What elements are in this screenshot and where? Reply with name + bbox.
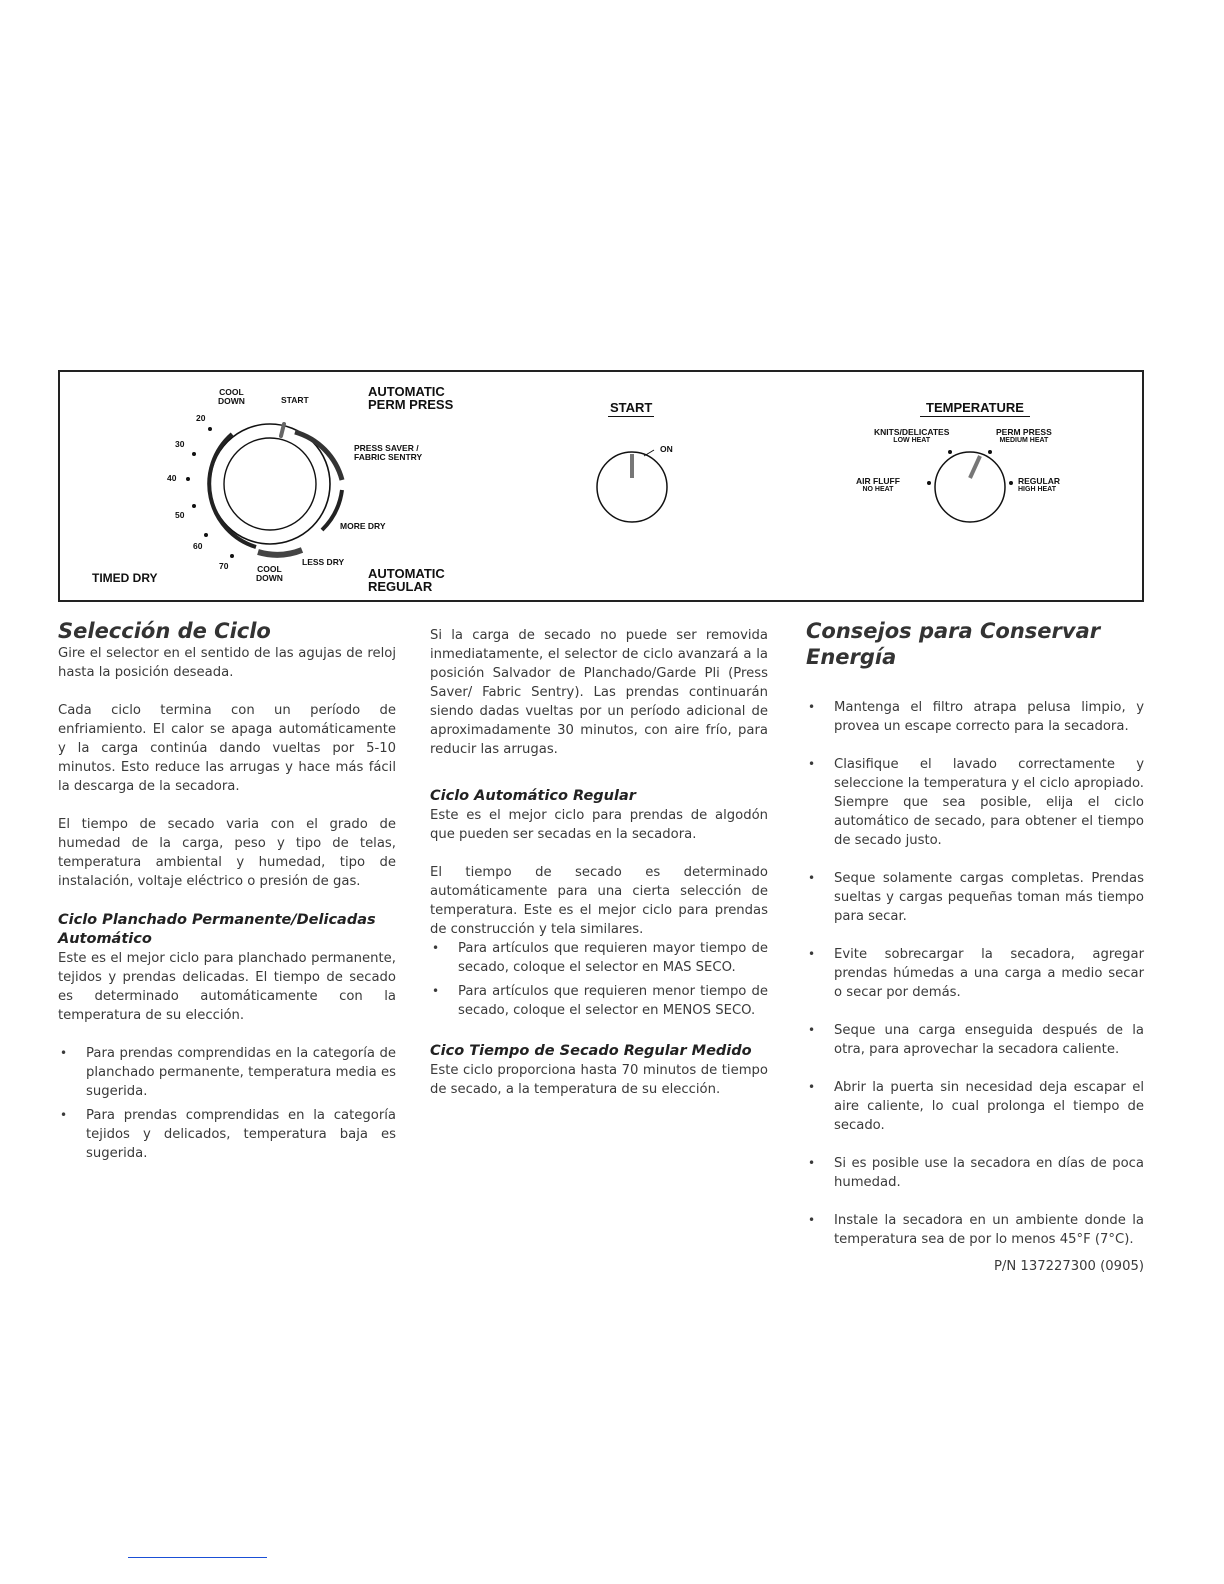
paragraph: El tiempo de secado varia con el grado de humedad de la carga, peso y tipo de telas, temperatura ambiental y humedad, tipo de instalación, voltaje eléctrico o presión de gas. (58, 817, 396, 889)
list-item: • Evite sobrecargar la secadora, agregar prendas húmedas a una carga a medio secar o secar por demás. (806, 945, 1144, 1002)
list-item: • Para artículos que requieren mayor tiempo de secado, coloque el selector en MAS SECO. (430, 939, 768, 977)
temperature-title: TEMPERATURE (920, 401, 1030, 417)
part-number: P/N 137227300 (0905) (993, 1259, 1144, 1274)
paragraph: Cada ciclo termina con un período de enfriamiento. El calor se apaga automáticamente y la carga continúa dando vueltas por 5-10 minutos. Esto reduce las arrugas y hace más fácil la descarga de la secadora. (58, 703, 396, 794)
paragraph: Este ciclo proporciona hasta 70 minutos de tiempo de secado, a la temperatura de su elección. (430, 1063, 768, 1097)
list-item: • Para artículos que requieren menor tiempo de secado, coloque el selector en MENOS SECO. (430, 982, 768, 1020)
list-item: • Instale la secadora en un ambiente donde la temperatura sea de por lo menos 45°F (7°C). (806, 1211, 1144, 1249)
control-panel-diagram (58, 370, 1144, 602)
list-item: • Seque solamente cargas completas. Prendas sueltas y cargas pequeñas toman más tiempo para secar. (806, 869, 1144, 926)
paragraph: Gire el selector en el sentido de las agujas de reloj hasta la posición deseada. (58, 646, 396, 680)
section-title-energy-tips: Consejos para Conservar Energía (806, 619, 1101, 669)
cool-down-top-label: COOL DOWN (218, 387, 245, 406)
list-item: • Para prendas comprendidas en la categoría tejidos y delicados, temperatura baja es sugerida. (58, 1106, 396, 1163)
heading-regular-cycle: Ciclo Automático Regular (430, 788, 636, 804)
regular-temp-label: REGULAR HIGH HEAT (1018, 476, 1061, 493)
bullet-list (806, 698, 1144, 1249)
start-position-label: START (281, 395, 309, 405)
start-title: START (610, 400, 653, 415)
list-item: • Abrir la puerta sin necesidad deja escapar el aire caliente, lo cual prolonga el tiempo de secado. (806, 1078, 1144, 1135)
automatic-regular-label: AUTOMATIC REGULAR (368, 566, 445, 594)
perm-press-temp-label: PERM PRESS MEDIUM HEAT (996, 427, 1052, 444)
bullet-list (430, 939, 768, 1020)
start-on-label: ON (660, 444, 673, 454)
paragraph: Este es el mejor ciclo para planchado permanente, tejidos y prendas delicadas. El tiempo de secado es determinado automáticamente con la temperatura de su elección. (58, 951, 396, 1023)
paragraph: Este es el mejor ciclo para prendas de algodón que pueden ser secadas en la secadora. (430, 808, 768, 842)
minute-60: 60 (193, 541, 203, 551)
cool-down-bottom-label: COOL DOWN (256, 564, 283, 583)
minute-20: 20 (196, 413, 206, 423)
paragraph: El tiempo de secado es determinado automáticamente para una cierta selección de temperatura. Este es el mejor ciclo para prendas de construcción y tela similares. (430, 865, 768, 937)
more-dry-label: MORE DRY (340, 521, 386, 531)
press-saver-label: PRESS SAVER / FABRIC SENTRY (354, 443, 423, 462)
list-item: • Seque una carga enseguida después de la otra, para aprovechar la secadora caliente. (806, 1021, 1144, 1059)
less-dry-label: LESS DRY (302, 557, 345, 567)
list-item: • Para prendas comprendidas en la categoría de planchado permanente, temperatura media es sugerida. (58, 1044, 396, 1101)
minute-50: 50 (175, 510, 185, 520)
column-energy-tips (806, 618, 1144, 1276)
temperature-knob[interactable] (910, 438, 1030, 538)
start-knob[interactable] (588, 442, 678, 532)
automatic-perm-press-label: AUTOMATIC PERM PRESS (368, 384, 454, 412)
heading-perm-press-cycle: Ciclo Planchado Permanente/Delicadas Automático (58, 912, 376, 947)
list-item: • Si es posible use la secadora en días de poca humedad. (806, 1154, 1144, 1192)
air-fluff-label: AIR FLUFF NO HEAT (856, 476, 900, 493)
minute-30: 30 (175, 439, 185, 449)
paragraph: Si la carga de secado no puede ser removida inmediatamente, el selector de ciclo avanzará a la posición Salvador de Planchado/Garde Pli (Press Saver/ Fabric Sentry). Las prendas continuarán siendo dadas vueltas por un período adicional de aproximadamente 30 minutos, con aire frío, para reducir las arrugas. (430, 628, 768, 757)
knits-delicates-label: KNITS/DELICATES LOW HEAT (874, 427, 950, 444)
timed-dry-label: TIMED DRY (92, 571, 158, 585)
section-title-cycle-selection: Selección de Ciclo (58, 619, 271, 643)
bullet-list (58, 1044, 396, 1163)
list-item: • Mantenga el filtro atrapa pelusa limpio, y provea un escape correcto para la secadora. (806, 698, 1144, 736)
list-item: • Clasifique el lavado correctamente y seleccione la temperatura y el ciclo apropiado. Siempre que sea posible, elija el ciclo automático de secado, para obtener el tiempo de secado justo. (806, 755, 1144, 850)
minute-70: 70 (219, 561, 229, 571)
heading-timed-dry-cycle: Cico Tiempo de Secado Regular Medido (430, 1043, 752, 1059)
minute-40: 40 (167, 473, 177, 483)
footer-rule (128, 1557, 267, 1558)
column-cycle-selection (58, 618, 396, 1163)
column-cycle-details (430, 626, 768, 1118)
